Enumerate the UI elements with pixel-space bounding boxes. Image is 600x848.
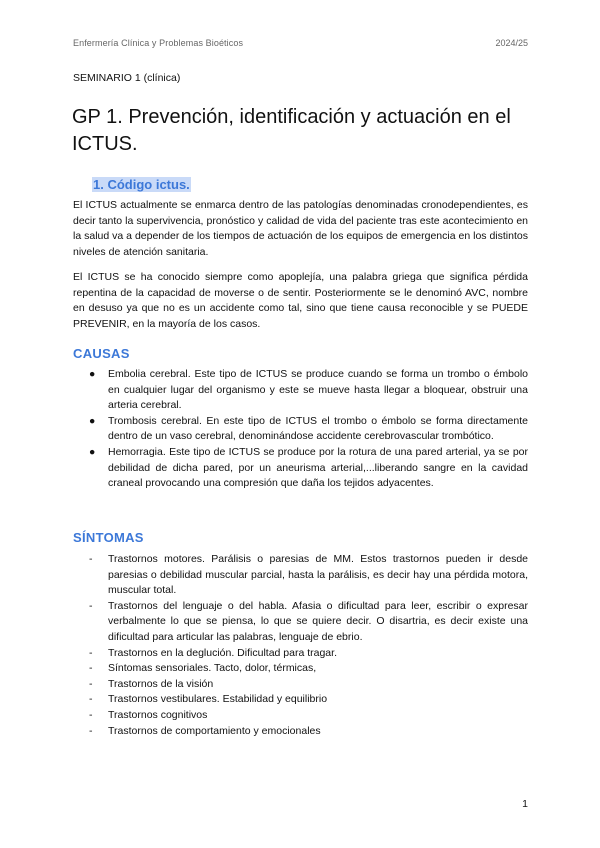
list-item-text: Embolia cerebral. Este tipo de ICTUS se produce cuando se forma un trombo o émbolo en cualquier lugar del organismo y este se mueve hasta llegar a bloquear, obstruir una arteria cerebral.: [108, 368, 528, 412]
list-item-text: Trastornos en la deglución. Dificultad para tragar.: [108, 646, 337, 659]
dash-icon: -: [89, 599, 93, 612]
list-item-text: Trastornos del lenguaje o del habla. Afasia o dificultad para leer, escribir o expresar verbalmente lo que se piensa, lo que se quiere decir. O disartria, es decir existe una dificultad para articular las palabras, lenguaje de ebrio.: [108, 599, 528, 643]
causas-list: [73, 367, 528, 492]
paragraph: El ICTUS se ha conocido siempre como apoplejía, una palabra griega que significa pérdida repentina de la capacidad de moverse o de sentir. Posteriormente se le denominó AVC, nombre en desuso ya que no es un accidente como tal, sino que tiene causa reconocible y se PUEDE PREVENIR, en la mayoría de los casos.: [73, 271, 528, 330]
list-item-text: Trastornos motores. Parálisis o paresias de MM. Estos trastornos pueden ir desde paresias o debilidad muscular parcial, hasta la parálisis, es decir hay una pérdida motora, muscular total.: [108, 553, 528, 597]
dash-icon: -: [89, 724, 93, 737]
dash-icon: -: [89, 708, 93, 721]
section-heading-codigo-ictus: [92, 177, 191, 192]
list-item-text: Trastornos de la visión: [108, 677, 214, 690]
list-item-text: Trastornos de comportamiento y emocionales: [108, 724, 321, 737]
dash-icon: -: [89, 646, 93, 659]
heading-sintomas: SÍNTOMAS: [73, 530, 144, 545]
bullet-icon: ●: [89, 445, 96, 458]
list-item-text: Trastornos cognitivos: [108, 708, 208, 721]
section-heading-text: 1. Código ictus.: [93, 177, 190, 192]
dash-icon: -: [89, 553, 93, 565]
dash-icon: -: [89, 662, 93, 675]
seminar-label: SEMINARIO 1 (clínica): [73, 72, 181, 84]
header-course: Enfermería Clínica y Problemas Bioéticos: [73, 38, 244, 48]
list-item: [73, 646, 528, 662]
list-item: [73, 445, 528, 492]
paragraph: El ICTUS actualmente se enmarca dentro de las patologías denominadas cronodependientes, es decir tanto la supervivencia, pronóstico y calidad de vida del paciente tras este acontecimiento en la salud va a depender de los tiempos de actuación de los equipos de emergencia en los distintos niveles de atención sanitaria.: [73, 199, 528, 258]
header-year: 2024/25: [495, 38, 528, 48]
heading-causas: CAUSAS: [73, 346, 130, 361]
list-item: [73, 724, 528, 740]
list-item-text: Síntomas sensoriales. Tacto, dolor, térmicas,: [108, 662, 317, 675]
list-item: [73, 599, 528, 646]
bullet-icon: ●: [89, 414, 96, 427]
list-item-text: Trombosis cerebral. En este tipo de ICTUS el trombo o émbolo se forma directamente dentro de un vaso cerebral, denominándose accidente cerebrovascular trombótico.: [108, 414, 528, 443]
list-item: [73, 367, 528, 414]
bullet-icon: ●: [89, 368, 96, 380]
list-item: [73, 692, 528, 708]
list-item: [73, 552, 528, 599]
sintomas-list: [73, 552, 528, 739]
dash-icon: -: [89, 693, 93, 706]
list-item: [73, 677, 528, 693]
list-item: [73, 414, 528, 445]
list-item-text: Hemorragia. Este tipo de ICTUS se produce por la rotura de una pared arterial, ya se por debilidad de dicha pared, por un aneurisma arterial,...liberando sangre en la cavidad craneal provocando una compresión que daña los tejidos adyacentes.: [108, 445, 528, 490]
list-item: [73, 661, 528, 677]
list-item: [73, 708, 528, 724]
list-item-text: Trastornos vestibulares. Estabilidad y equilibrio: [108, 693, 328, 706]
page-title: GP 1. Prevención, identificación y actuación en el ICTUS.: [72, 106, 511, 155]
dash-icon: -: [89, 677, 93, 690]
page-number: 1: [522, 798, 528, 810]
